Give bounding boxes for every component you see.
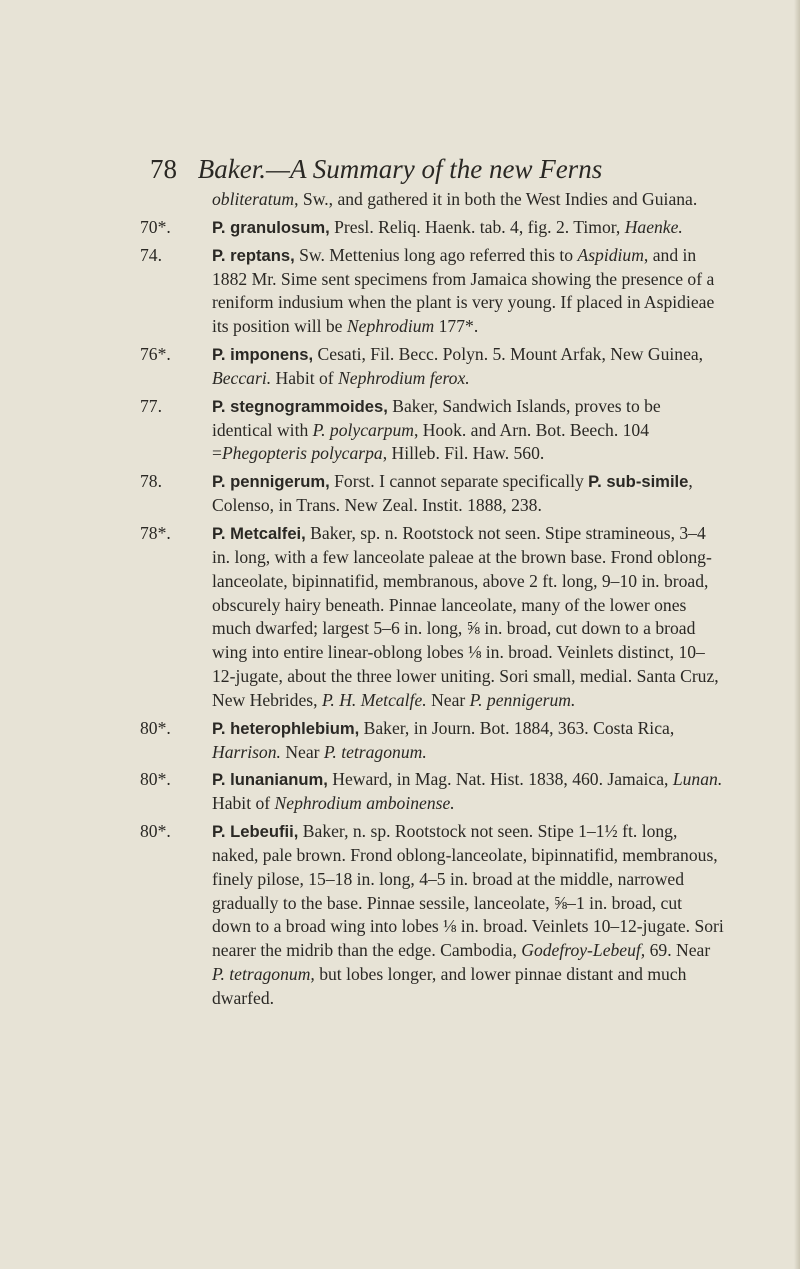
italic-text: Nephrodium ferox. bbox=[338, 367, 470, 388]
italic-text: P. H. Metcalfe. bbox=[321, 689, 427, 710]
entry-text: , Hilleb. Fil. Haw. 560. bbox=[382, 443, 545, 464]
entry-number: 80*. bbox=[140, 769, 171, 790]
species-entry bbox=[140, 188, 725, 212]
italic-text: P. polycarpum bbox=[312, 419, 414, 440]
italic-text: Lunan. bbox=[672, 769, 723, 790]
entry-text: , Hook. and Arn. Bot. Beech. 104 = bbox=[212, 419, 650, 464]
species-entry bbox=[140, 768, 725, 816]
species-name: P. heterophlebium, bbox=[212, 718, 360, 738]
species-name: P. Lebeufii, bbox=[212, 822, 299, 842]
entry-number: 80*. bbox=[140, 717, 171, 738]
entry-text: , and in 1882 Mr. Sime sent specimens from Jamaica showing the presence of a reniform indusium when the plant is very young. If placed in Aspidieae its position will be bbox=[212, 244, 715, 337]
entry-text: Habit of bbox=[271, 367, 339, 388]
italic-text: Nephrodium bbox=[346, 316, 435, 337]
entry-number: 78*. bbox=[140, 522, 171, 543]
entry-text: Sw. Mettenius long ago referred this to bbox=[294, 244, 578, 265]
page-edge-shadow bbox=[794, 0, 800, 1269]
page-number: 78 bbox=[150, 154, 177, 184]
species-name: P. stegnogrammoides, bbox=[212, 396, 388, 416]
entry-number: 74. bbox=[140, 244, 162, 265]
running-title: Baker.—A Summary of the new Ferns bbox=[197, 154, 603, 184]
italic-text: Harrison. bbox=[212, 741, 281, 762]
entry-text: Cesati, Fil. Becc. Polyn. 5. Mount Arfak, New Guinea, bbox=[313, 344, 704, 365]
entry-number: 80*. bbox=[140, 821, 171, 842]
species-entry bbox=[140, 216, 725, 240]
running-header bbox=[150, 152, 710, 186]
entry-text: Near bbox=[426, 689, 470, 710]
species-name: P. Metcalfei, bbox=[212, 523, 306, 543]
italic-text: Haenke. bbox=[624, 216, 683, 237]
entry-number: 70*. bbox=[140, 216, 171, 237]
entry-number: 78. bbox=[140, 471, 162, 492]
entry-text: but lobes longer, and lower pinnae distant and much dwarfed. bbox=[212, 964, 687, 1008]
species-name: P. imponens, bbox=[212, 345, 314, 365]
italic-text: P. pennigerum. bbox=[469, 689, 576, 710]
species-entry bbox=[140, 470, 725, 518]
entry-number: 77. bbox=[140, 395, 162, 416]
species-entry bbox=[140, 395, 725, 467]
italic-text: Nephrodium amboinense. bbox=[274, 793, 455, 814]
species-name: P. lunanianum, bbox=[212, 770, 328, 790]
italic-text: obliteratum bbox=[212, 189, 295, 209]
italic-text: P. tetragonum. bbox=[323, 741, 427, 762]
species-entry bbox=[140, 343, 725, 391]
italic-text: Godefroy-Lebeuf, bbox=[521, 940, 646, 961]
species-entry bbox=[140, 820, 725, 1011]
italic-text: Beccari. bbox=[212, 367, 272, 388]
entry-text: , Colenso, in Trans. New Zeal. Instit. 1888, 238. bbox=[212, 471, 693, 516]
species-entry bbox=[140, 244, 725, 339]
italic-text: Aspidium bbox=[577, 244, 644, 265]
species-name: P. pennigerum, bbox=[212, 472, 330, 492]
entry-text: , Sw., and gathered it in both the West Indies and Guiana. bbox=[294, 189, 698, 209]
entry-text: Habit of bbox=[212, 793, 275, 814]
entry-text: Presl. Reliq. Haenk. tab. 4, fig. 2. Timor, bbox=[329, 216, 625, 237]
species-entry bbox=[140, 522, 725, 713]
entry-text: Forst. I cannot separate specifically bbox=[329, 471, 589, 492]
species-name: P. reptans, bbox=[212, 245, 295, 265]
species-list bbox=[140, 188, 725, 1015]
entry-text: Baker, n. sp. Rootstock not seen. Stipe 1–1½ ft. long, naked, pale brown. Frond oblong-lanceolate, bipinnatifid, membranous, finely pilose, 15–18 in. long, 4–5 in. broad at the middle, narrowed gradually to the base. Pinnae sessile, lanceolate, ⅝–1 in. broad, cut down to a broad wing into lobes ⅛ in. broad. Veinlets 10–12-jugate. Sori nearer the midrib than the edge. Cambodia, bbox=[212, 821, 724, 961]
species-entry bbox=[140, 717, 725, 765]
entry-text: Baker, sp. n. Rootstock not seen. Stipe stramineous, 3–4 in. long, with a few lanceolate paleae at the brown base. Frond oblong-lanceolate, bipinnatifid, membranous, above 2 ft. long, 9–10 in. broad, obscurely hairy beneath. Pinnae lanceolate, many of the lower ones much dwarfed; largest 5–6 in. long, ⅝ in. broad, cut down to a broad wing into entire linear-oblong lobes ⅛ in. broad. Veinlets distinct, 10–12-jugate, about the three lower uniting. Sori small, medial. Santa Cruz, New Hebrides, bbox=[212, 522, 719, 710]
entry-text: Near bbox=[280, 741, 324, 762]
italic-text: P. tetragonum, bbox=[212, 964, 315, 985]
entry-text: 69. Near bbox=[645, 940, 711, 961]
italic-text: Phegopteris polycarpa bbox=[221, 443, 383, 464]
entry-text: Baker, in Journ. Bot. 1884, 363. Costa Rica, bbox=[359, 717, 675, 738]
entry-text: Baker, Sandwich Islands, proves to be identical with bbox=[212, 395, 661, 440]
species-name: P. granulosum, bbox=[212, 217, 330, 237]
entry-text: Heward, in Mag. Nat. Hist. 1838, 460. Jamaica, bbox=[327, 769, 673, 790]
entry-text: 177*. bbox=[434, 316, 479, 337]
entry-number: 76*. bbox=[140, 344, 171, 365]
species-name: P. sub-simile bbox=[588, 472, 689, 492]
